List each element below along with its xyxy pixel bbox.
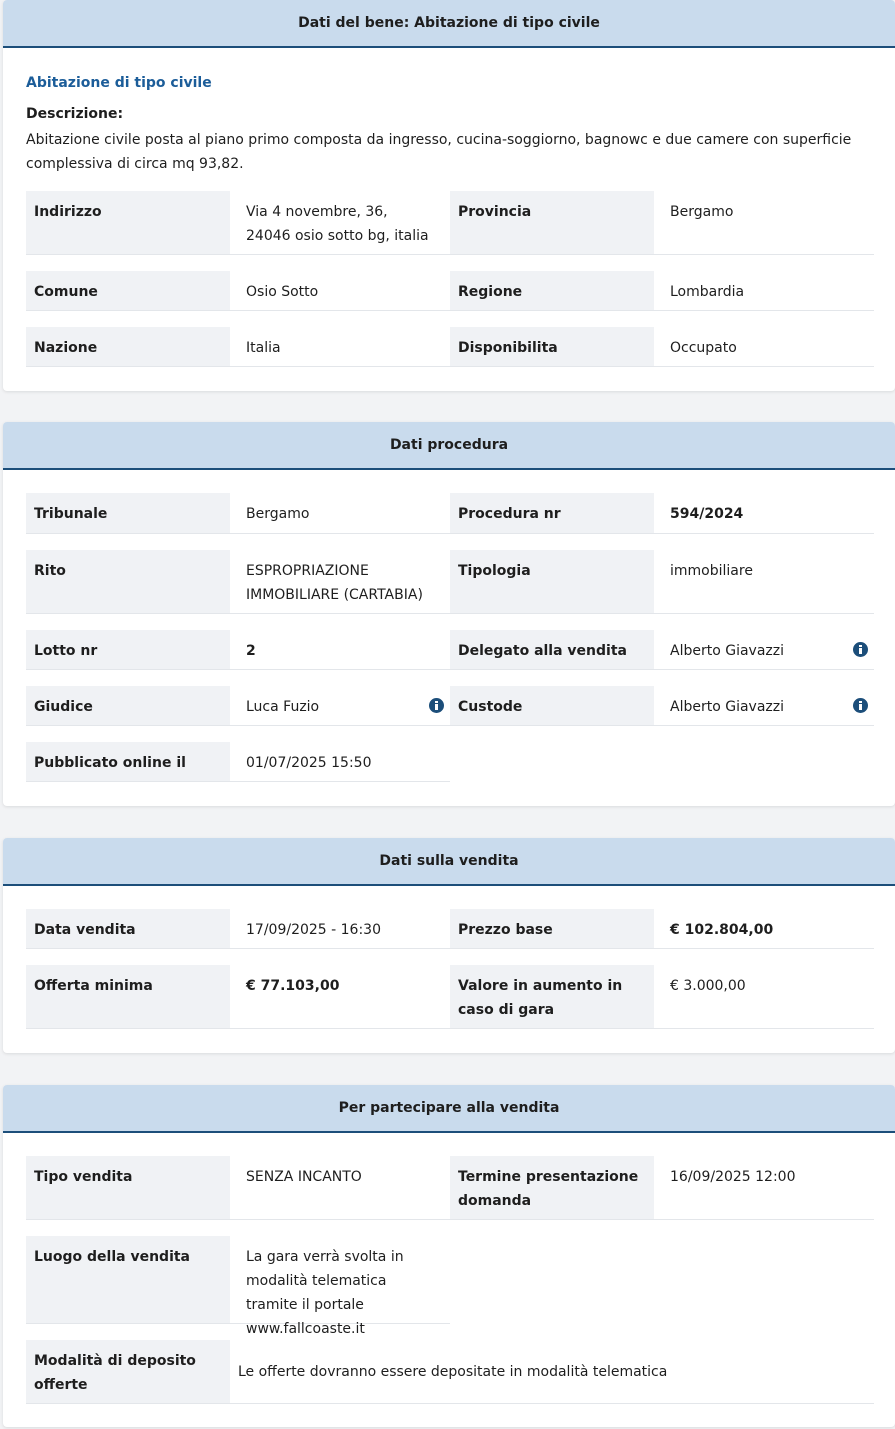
termine-value: 16/09/2025 12:00	[654, 1156, 874, 1220]
data-vendita-label: Data vendita	[26, 909, 230, 949]
disponibilita-value: Occupato	[654, 327, 874, 367]
comune-label: Comune	[26, 271, 230, 311]
offerta-minima-label: Offerta minima	[26, 965, 230, 1029]
delegato-cell	[654, 630, 874, 670]
termine-label: Termine presentazione domanda	[450, 1156, 654, 1220]
lotto-label: Lotto nr	[26, 630, 230, 670]
partecipare-header: Per partecipare alla vendita	[3, 1085, 895, 1133]
giudice-label: Giudice	[26, 686, 230, 726]
delegato-info-icon[interactable]	[853, 642, 868, 657]
procedura-nr-label: Procedura nr	[450, 493, 654, 534]
procedura-nr-value: 594/2024	[654, 493, 874, 534]
giudice-info-icon[interactable]	[429, 698, 444, 713]
disponibilita-label: Disponibilita	[450, 327, 654, 367]
custode-label: Custode	[450, 686, 654, 726]
luogo-value: La gara verrà svolta in modalità telematica tramite il portale www.fallcoaste.it	[230, 1236, 450, 1324]
nazione-value: Italia	[230, 327, 450, 367]
provincia-value: Bergamo	[654, 191, 874, 255]
bene-header: Dati del bene: Abitazione di tipo civile	[3, 0, 895, 48]
prezzo-base-label: Prezzo base	[450, 909, 654, 949]
tipologia-value: immobiliare	[654, 550, 874, 614]
custode-info-icon[interactable]	[853, 698, 868, 713]
custode-cell	[654, 686, 874, 726]
data-vendita-value: 17/09/2025 - 16:30	[230, 909, 450, 949]
aumento-label: Valore in aumento in caso di gara	[450, 965, 654, 1029]
tipo-vendita-label: Tipo vendita	[26, 1156, 230, 1220]
procedura-card	[3, 422, 895, 806]
tribunale-label: Tribunale	[26, 493, 230, 534]
procedura-header: Dati procedura	[3, 422, 895, 470]
giudice-value: Luca Fuzio	[246, 699, 320, 715]
comune-value: Osio Sotto	[230, 271, 450, 311]
vendita-header: Dati sulla vendita	[3, 838, 895, 886]
offerta-minima-value: € 77.103,00	[230, 965, 450, 1029]
prezzo-base-value: € 102.804,00	[654, 909, 874, 949]
deposito-value: Le offerte dovranno essere depositate in modalità telematica	[230, 1340, 874, 1404]
luogo-label: Luogo della vendita	[26, 1236, 230, 1324]
nazione-label: Nazione	[26, 327, 230, 367]
lotto-value: 2	[230, 630, 450, 670]
deposito-label: Modalità di deposito offerte	[26, 1340, 230, 1404]
pubblicato-label: Pubblicato online il	[26, 742, 230, 782]
vendita-card	[3, 838, 895, 1053]
rito-label: Rito	[26, 550, 230, 614]
rito-value: ESPROPRIAZIONE IMMOBILIARE (CARTABIA)	[230, 550, 450, 614]
tipo-vendita-value: SENZA INCANTO	[230, 1156, 450, 1220]
indirizzo-label: Indirizzo	[26, 191, 230, 255]
delegato-value: Alberto Giavazzi	[670, 643, 784, 659]
custode-value: Alberto Giavazzi	[670, 699, 784, 715]
partecipare-card	[3, 1085, 895, 1427]
indirizzo-value: Via 4 novembre, 36, 24046 osio sotto bg, italia	[230, 191, 450, 255]
giudice-cell	[230, 686, 450, 726]
provincia-label: Provincia	[450, 191, 654, 255]
bene-subtitle: Abitazione di tipo civile	[26, 75, 212, 91]
tipologia-label: Tipologia	[450, 550, 654, 614]
descrizione-label: Descrizione:	[26, 106, 124, 122]
pubblicato-value: 01/07/2025 15:50	[230, 742, 450, 782]
aumento-value: € 3.000,00	[654, 965, 874, 1029]
regione-label: Regione	[450, 271, 654, 311]
descrizione-text: Abitazione civile posta al piano primo composta da ingresso, cucina-soggiorno, bagnowc e due camere con superficie complessiva di circa mq 93,82.	[26, 132, 852, 172]
delegato-label: Delegato alla vendita	[450, 630, 654, 670]
bene-card	[3, 0, 895, 391]
regione-value: Lombardia	[654, 271, 874, 311]
tribunale-value: Bergamo	[230, 493, 450, 534]
